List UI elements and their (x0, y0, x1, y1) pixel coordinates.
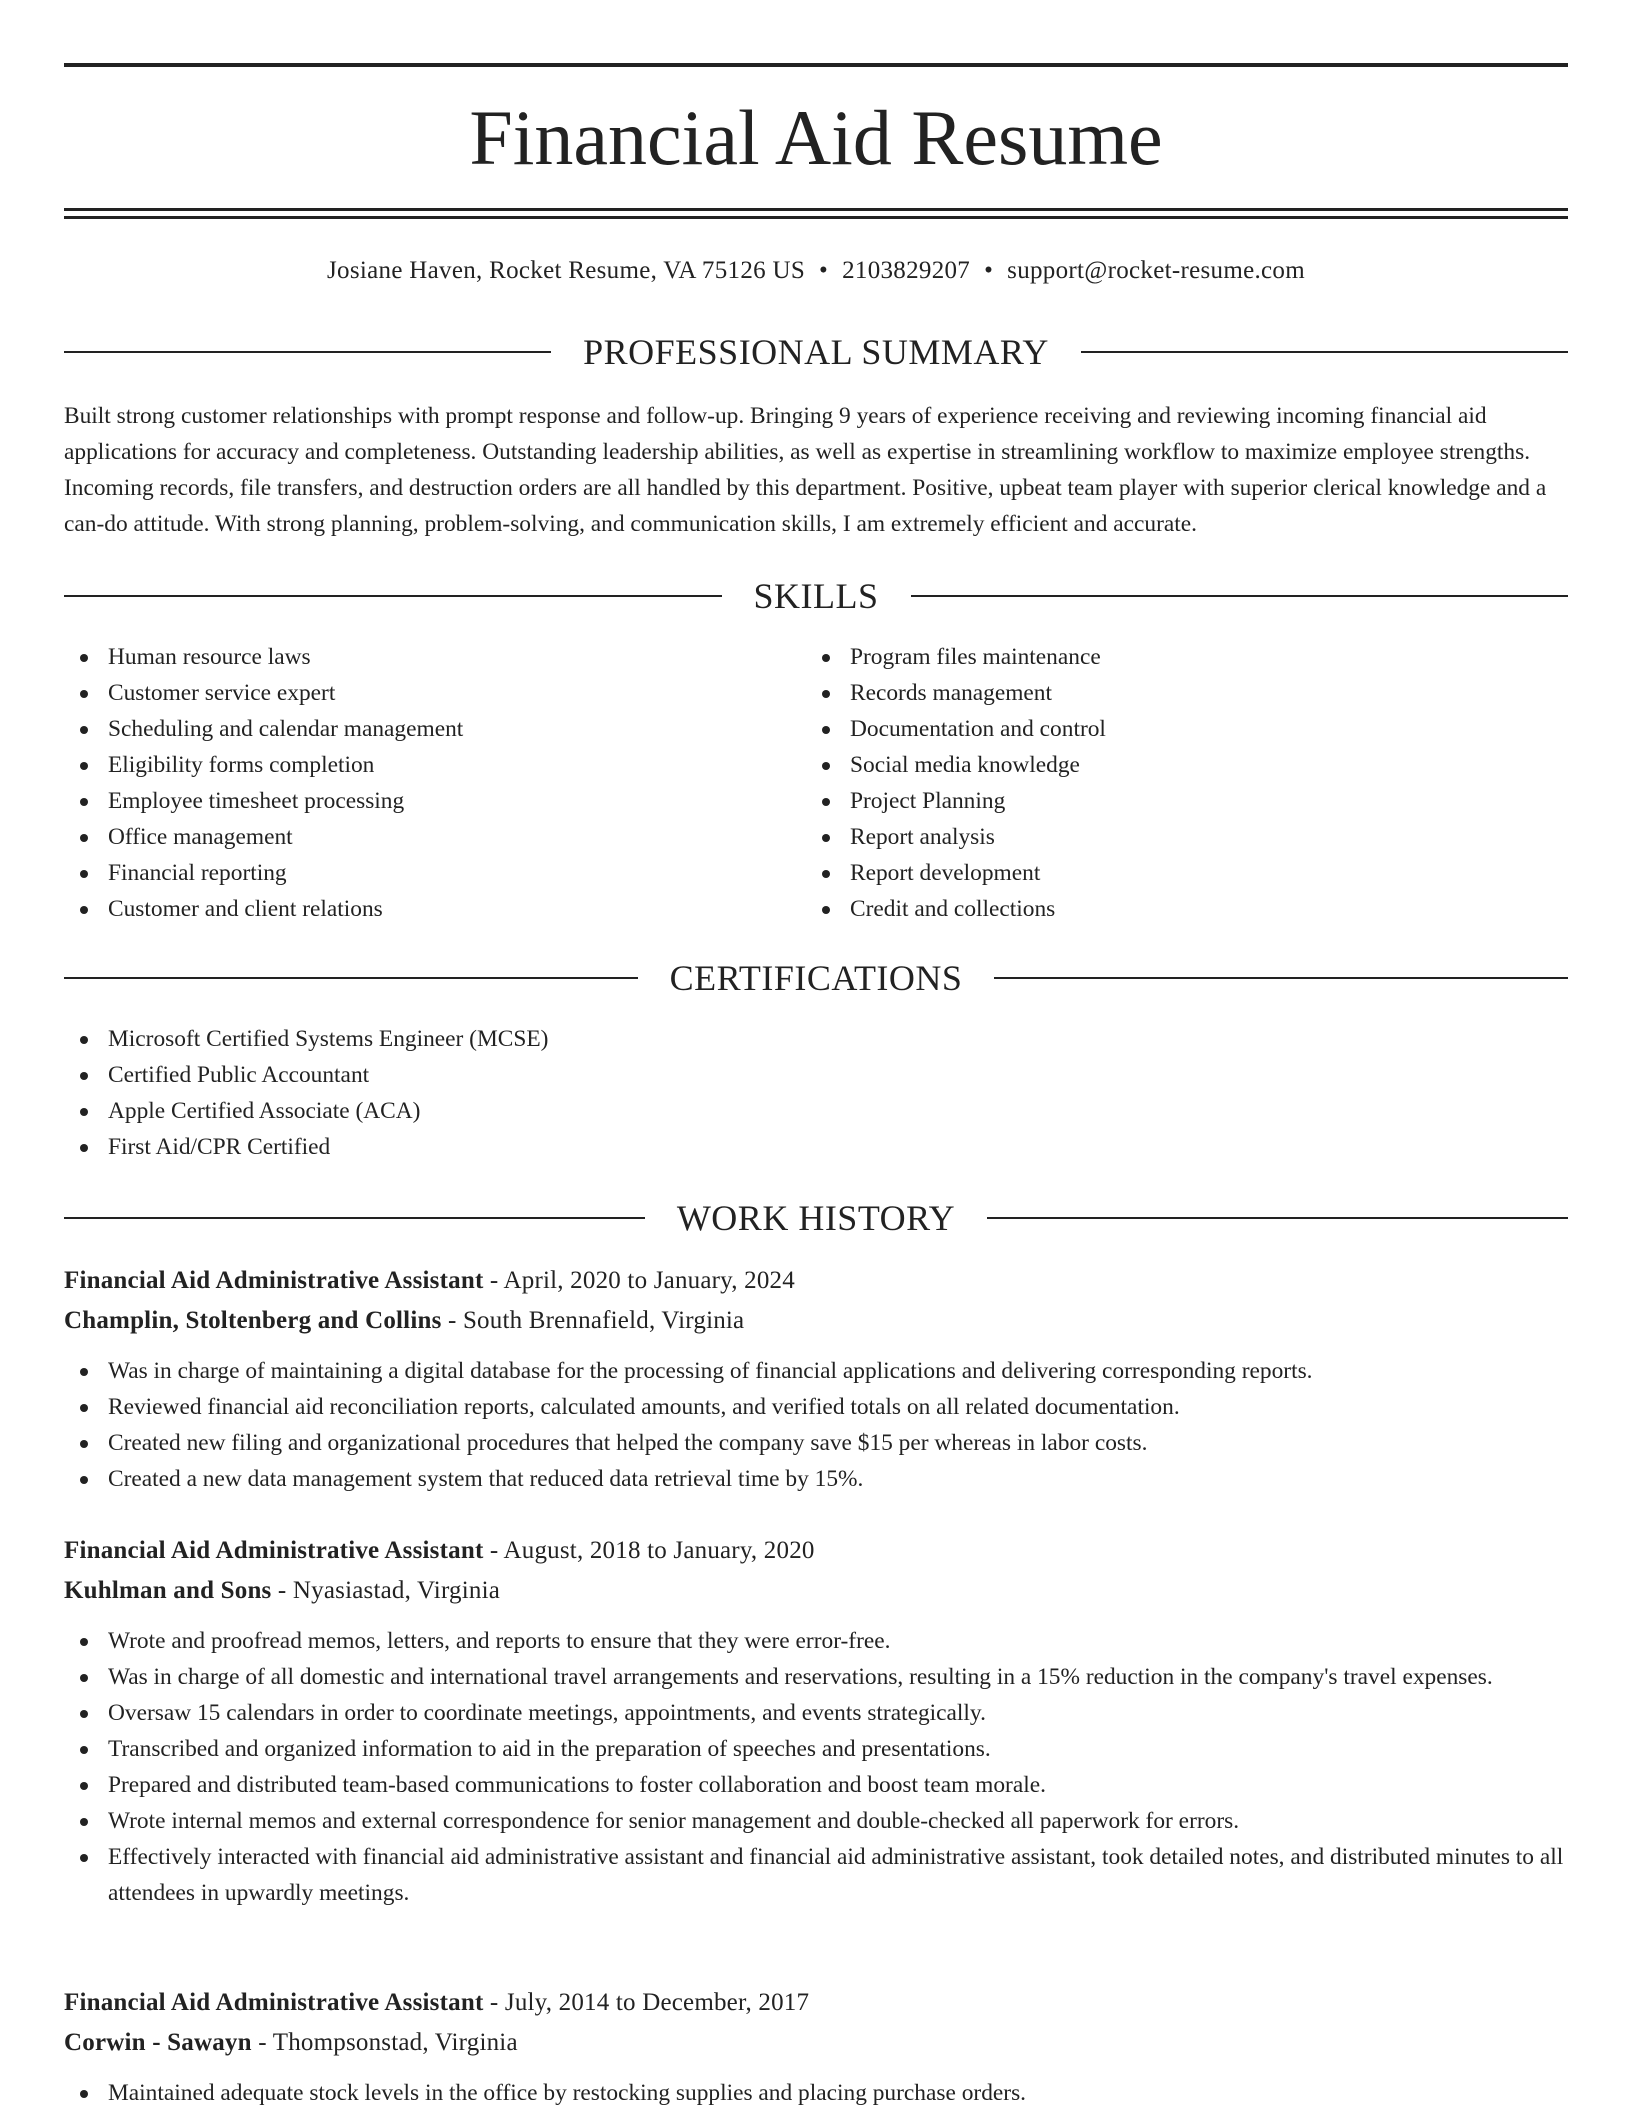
bullet-dot (80, 1674, 88, 1682)
job-company-line (64, 1571, 1568, 1611)
section-heading-skills (64, 574, 1568, 618)
job-title: Financial Aid Administrative Assistant (64, 1989, 484, 2016)
skill-label: Human resource laws (108, 644, 311, 670)
job-bullet (64, 1425, 1568, 1461)
skill-item (806, 639, 1566, 675)
skill-label: Customer and client relations (108, 896, 383, 922)
bullet-dot (822, 726, 830, 734)
skills-list-left (64, 639, 804, 927)
skill-item (806, 783, 1566, 819)
skill-item (64, 675, 804, 711)
certification-item (64, 1057, 1568, 1093)
header-top-rule (64, 63, 1568, 67)
bullet-dot (80, 1746, 88, 1754)
bullet-dot (80, 2090, 88, 2098)
skill-item (64, 819, 804, 855)
certification-label: Certified Public Accountant (108, 1062, 370, 1088)
job-bullet-text: Maintained adequate stock levels in the office by restocking supplies and placing purchase orders. (108, 2080, 1027, 2106)
job-bullet (64, 2075, 1568, 2111)
job-bullet-text: Was in charge of all domestic and international travel arrangements and reservations, resulting in a 15% reduction in the company's travel expenses. (108, 1664, 1493, 1690)
job-bullet (64, 1839, 1568, 1911)
certification-label: Microsoft Certified Systems Engineer (MCSE) (108, 1026, 549, 1052)
job-bullet (64, 1695, 1568, 1731)
section-heading-work-history (64, 1196, 1568, 1240)
bullet-dot (822, 690, 830, 698)
contact-email: support@rocket-resume.com (1007, 257, 1305, 284)
bullet-dot (80, 1818, 88, 1826)
skill-item (806, 891, 1566, 927)
bullet-dot (80, 1638, 88, 1646)
bullet-dot (80, 654, 88, 662)
job-title-line (64, 1261, 1568, 1301)
job-company: Kuhlman and Sons (64, 1577, 272, 1604)
header-bottom-rule-upper (64, 208, 1568, 211)
contact-line (64, 254, 1568, 288)
contact-separator-2: • (984, 257, 994, 284)
skill-label: Records management (850, 680, 1052, 706)
skill-label: Report analysis (850, 824, 995, 850)
certification-item (64, 1021, 1568, 1057)
skill-item (806, 675, 1566, 711)
bullet-dot (80, 798, 88, 806)
bullet-dot (80, 726, 88, 734)
job-company-line (64, 1301, 1568, 1341)
job-bullet (64, 1623, 1568, 1659)
heading-rule-right (1081, 351, 1568, 353)
skill-label: Financial reporting (108, 860, 287, 886)
bullet-dot (80, 1476, 88, 1484)
job-bullet (64, 1461, 1568, 1497)
job-bullet-text: Created new filing and organizational procedures that helped the company save $15 per whereas in labor costs. (108, 1430, 1148, 1456)
contact-address: Josiane Haven, Rocket Resume, VA 75126 US (327, 257, 806, 284)
job-dates: - July, 2014 to December, 2017 (483, 1989, 810, 2016)
section-heading-certifications (64, 956, 1568, 1000)
skills-list-right (806, 639, 1566, 927)
skill-label: Eligibility forms completion (108, 752, 375, 778)
bullet-dot (80, 762, 88, 770)
bullet-dot (80, 1036, 88, 1044)
section-heading-summary (64, 330, 1568, 374)
bullet-dot (80, 1440, 88, 1448)
job-title: Financial Aid Administrative Assistant (64, 1267, 484, 1294)
header-bottom-rule-lower (64, 216, 1568, 219)
job-title-line (64, 1531, 1568, 1571)
job-bullets (64, 2075, 1568, 2111)
certification-item (64, 1129, 1568, 1165)
job-bullet-text: Was in charge of maintaining a digital database for the processing of financial applications and delivering corresponding reports. (108, 1358, 1313, 1384)
resume-title: Financial Aid Resume (469, 94, 1163, 181)
bullet-dot (822, 798, 830, 806)
skill-label: Social media knowledge (850, 752, 1080, 778)
skill-item (64, 891, 804, 927)
contact-separator-1: • (819, 257, 829, 284)
job-company: Champlin, Stoltenberg and Collins (64, 1307, 442, 1334)
job-bullet (64, 1803, 1568, 1839)
skill-label: Report development (850, 860, 1041, 886)
job-title-line (64, 1983, 1568, 2023)
certification-label: Apple Certified Associate (ACA) (108, 1098, 421, 1124)
job-title: Financial Aid Administrative Assistant (64, 1537, 484, 1564)
bullet-dot (80, 690, 88, 698)
certification-label: First Aid/CPR Certified (108, 1134, 331, 1160)
skill-label: Project Planning (850, 788, 1006, 814)
summary-text: Built strong customer relationships with prompt response and follow-up. Bringing 9 years of experience receiving and reviewing incoming financial aid applications for accuracy and completeness. Outstanding leadership abilities, as well as expertise in streamlining workflow to maximize employee strengths. Incoming records, file transfers, and destruction orders are all handled by this department. Positive, upbeat team player with superior clerical knowledge and a can-do attitude. With strong planning, problem-solving, and communication skills, I am extremely efficient and accurate. (64, 403, 1547, 537)
skill-label: Documentation and control (850, 716, 1106, 742)
bullet-dot (80, 1072, 88, 1080)
job-entry (64, 1531, 1568, 1911)
skill-item (806, 819, 1566, 855)
bullet-dot (822, 654, 830, 662)
skill-item (64, 711, 804, 747)
skill-label: Customer service expert (108, 680, 336, 706)
skill-label: Employee timesheet processing (108, 788, 405, 814)
job-location: - Thompsonstad, Virginia (251, 2029, 518, 2056)
job-bullet (64, 1353, 1568, 1389)
bullet-dot (80, 1108, 88, 1116)
bullet-dot (80, 906, 88, 914)
job-bullets (64, 1353, 1568, 1497)
heading-rule-right (994, 977, 1568, 979)
skill-item (806, 711, 1566, 747)
skill-item (806, 747, 1566, 783)
job-bullet-text: Reviewed financial aid reconciliation reports, calculated amounts, and verified totals on all related documentation. (108, 1394, 1180, 1420)
bullet-dot (822, 870, 830, 878)
certification-item (64, 1093, 1568, 1129)
heading-rule-left (64, 977, 638, 979)
bullet-dot (80, 1404, 88, 1412)
heading-rule-left (64, 1217, 645, 1219)
heading-rule-left (64, 351, 551, 353)
job-bullet-text: Oversaw 15 calendars in order to coordinate meetings, appointments, and events strategically. (108, 1700, 986, 1726)
bullet-dot (822, 762, 830, 770)
bullet-dot (80, 1782, 88, 1790)
job-dates: - April, 2020 to January, 2024 (483, 1267, 795, 1294)
heading-rule-left (64, 595, 722, 597)
job-bullet (64, 1389, 1568, 1425)
job-bullet-text: Effectively interacted with financial aid administrative assistant and financial aid administrative assistant, took detailed notes, and distributed minutes to all attendees in upwardly meetings. (108, 1844, 1564, 1906)
job-bullet-text: Transcribed and organized information to aid in the preparation of speeches and presentations. (108, 1736, 991, 1762)
job-location: - South Brennafield, Virginia (441, 1307, 745, 1334)
job-bullet (64, 1659, 1568, 1695)
certifications-list (64, 1021, 1568, 1165)
skill-item (64, 747, 804, 783)
skill-item (64, 783, 804, 819)
job-bullet (64, 1767, 1568, 1803)
job-bullet-text: Prepared and distributed team-based communications to foster collaboration and boost team morale. (108, 1772, 1046, 1798)
section-heading-label: WORK HISTORY (676, 1198, 956, 1238)
job-bullet-text: Wrote and proofread memos, letters, and reports to ensure that they were error-free. (108, 1628, 891, 1654)
job-bullet-text: Created a new data management system that reduced data retrieval time by 15%. (108, 1466, 864, 1492)
skill-item (64, 639, 804, 675)
job-bullet-text: Wrote internal memos and external correspondence for senior management and double-checked all paperwork for errors. (108, 1808, 1240, 1834)
skill-label: Program files maintenance (850, 644, 1101, 670)
skill-label: Credit and collections (850, 896, 1056, 922)
bullet-dot (80, 1368, 88, 1376)
skill-item (806, 855, 1566, 891)
job-location: - Nyasiastad, Virginia (271, 1577, 501, 1604)
job-company-line (64, 2023, 1568, 2063)
section-heading-label: CERTIFICATIONS (669, 958, 963, 998)
bullet-dot (80, 1854, 88, 1862)
job-entry (64, 1983, 1568, 2111)
bullet-dot (822, 906, 830, 914)
job-company: Corwin - Sawayn (64, 2029, 252, 2056)
bullet-dot (80, 834, 88, 842)
job-entry (64, 1261, 1568, 1497)
heading-rule-right (911, 595, 1569, 597)
section-heading-label: PROFESSIONAL SUMMARY (583, 332, 1049, 372)
job-bullets (64, 1623, 1568, 1911)
skill-item (64, 855, 804, 891)
job-dates: - August, 2018 to January, 2020 (483, 1537, 815, 1564)
contact-phone: 2103829207 (842, 257, 971, 284)
bullet-dot (80, 1144, 88, 1152)
bullet-dot (80, 1710, 88, 1718)
bullet-dot (80, 870, 88, 878)
skill-label: Office management (108, 824, 293, 850)
section-heading-label: SKILLS (753, 576, 879, 616)
skill-label: Scheduling and calendar management (108, 716, 464, 742)
job-bullet (64, 1731, 1568, 1767)
bullet-dot (822, 834, 830, 842)
heading-rule-right (987, 1217, 1568, 1219)
